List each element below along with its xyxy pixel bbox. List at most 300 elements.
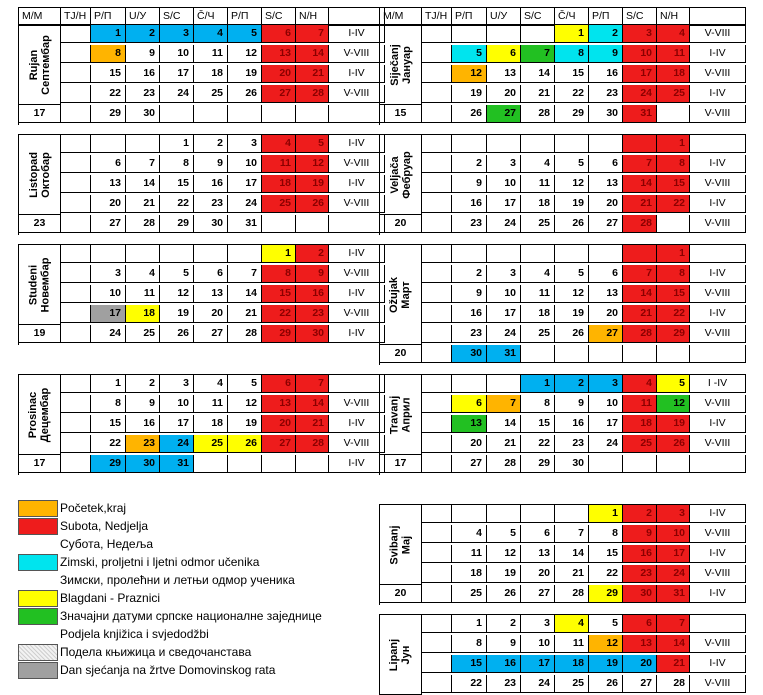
week-cell <box>61 85 91 103</box>
day-cell: 3 <box>487 265 521 283</box>
day-cell <box>589 345 623 363</box>
day-cell: 27 <box>589 215 623 233</box>
column-header: TJ/H <box>61 8 91 26</box>
day-cell: 20 <box>452 435 487 453</box>
day-cell: 17 <box>657 545 690 563</box>
day-cell: 9 <box>126 45 160 63</box>
month-name-latin: Travanj <box>388 395 401 434</box>
legend-swatch <box>18 500 58 517</box>
day-cell: 8 <box>521 395 555 413</box>
day-cell <box>194 105 228 123</box>
day-cell: 14 <box>555 545 589 563</box>
column-header: M/M <box>380 8 422 26</box>
day-cell: 13 <box>194 285 228 303</box>
column-header: P/П <box>91 8 126 26</box>
teaching-days-count: 17 <box>19 105 61 123</box>
day-cell <box>262 455 296 473</box>
legend-label: Зимски, пролећни и летњи одмор ученика <box>60 573 295 587</box>
day-cell <box>487 505 521 523</box>
week-cell <box>61 45 91 63</box>
grade-shift: I-IV <box>329 65 385 83</box>
day-cell <box>296 215 329 233</box>
day-cell: 30 <box>555 455 589 473</box>
month-name <box>380 135 422 215</box>
column-header: S/C <box>262 8 296 26</box>
month-prosinac <box>18 374 385 475</box>
month-name-cyrillic: Мај <box>400 535 413 554</box>
month-name-cyrillic: Новембар <box>39 257 52 312</box>
day-cell: 21 <box>623 195 657 213</box>
day-cell: 12 <box>296 155 329 173</box>
day-cell: 21 <box>228 305 262 323</box>
day-cell: 20 <box>589 305 623 323</box>
day-cell: 17 <box>589 415 623 433</box>
day-cell: 15 <box>262 285 296 303</box>
column-header: M/M <box>19 8 61 26</box>
day-cell: 23 <box>194 195 228 213</box>
day-cell: 3 <box>91 265 126 283</box>
day-cell: 21 <box>296 65 329 83</box>
day-cell: 19 <box>555 305 589 323</box>
week-cell <box>422 285 452 303</box>
day-cell: 30 <box>194 215 228 233</box>
day-cell: 31 <box>228 215 262 233</box>
day-cell: 19 <box>452 85 487 103</box>
day-cell: 8 <box>452 635 487 653</box>
day-cell: 4 <box>555 615 589 633</box>
day-cell: 20 <box>521 565 555 583</box>
day-cell: 24 <box>160 85 194 103</box>
day-cell: 26 <box>555 215 589 233</box>
week-cell <box>422 245 452 263</box>
grade-shift: V-VIII <box>690 175 746 193</box>
week-cell <box>61 395 91 413</box>
day-cell: 6 <box>487 45 521 63</box>
legend-label: Субота, Недеља <box>60 537 154 551</box>
day-cell: 14 <box>623 285 657 303</box>
day-cell: 7 <box>555 525 589 543</box>
week-cell <box>61 375 91 393</box>
month-name-cyrillic: Јун <box>400 645 413 664</box>
day-cell: 23 <box>589 85 623 103</box>
day-cell: 15 <box>452 655 487 673</box>
day-cell: 13 <box>452 415 487 433</box>
day-cell: 26 <box>452 105 487 123</box>
day-cell: 26 <box>296 195 329 213</box>
week-cell <box>422 195 452 213</box>
day-cell: 1 <box>521 375 555 393</box>
day-cell: 28 <box>487 455 521 473</box>
day-cell: 17 <box>228 175 262 193</box>
day-cell <box>126 135 160 153</box>
day-cell: 2 <box>589 25 623 43</box>
day-cell: 3 <box>657 505 690 523</box>
day-cell: 22 <box>657 195 690 213</box>
week-cell <box>422 345 452 363</box>
day-cell: 19 <box>657 415 690 433</box>
day-cell: 15 <box>521 415 555 433</box>
day-cell: 27 <box>623 675 657 693</box>
day-cell: 9 <box>126 395 160 413</box>
day-cell: 11 <box>194 45 228 63</box>
grade-shift: I-IV <box>690 415 746 433</box>
day-cell: 11 <box>126 285 160 303</box>
teaching-days-count: 17 <box>380 455 422 473</box>
grade-shift: V-VIII <box>329 305 385 323</box>
day-cell: 8 <box>589 525 623 543</box>
week-cell <box>61 215 91 233</box>
day-cell: 12 <box>589 635 623 653</box>
month-name-cyrillic: Септембар <box>39 34 52 95</box>
day-cell: 7 <box>296 375 329 393</box>
day-cell: 11 <box>194 395 228 413</box>
legend-item <box>18 626 368 644</box>
day-cell: 1 <box>91 375 126 393</box>
day-cell: 13 <box>589 285 623 303</box>
grade-shift: I-IV <box>690 155 746 173</box>
legend-label: Blagdani - Praznici <box>60 591 161 605</box>
day-cell: 28 <box>296 85 329 103</box>
month-lipanj <box>379 614 746 695</box>
day-cell: 8 <box>160 155 194 173</box>
day-cell <box>521 245 555 263</box>
day-cell <box>194 455 228 473</box>
day-cell: 11 <box>262 155 296 173</box>
day-cell <box>521 345 555 363</box>
day-cell: 16 <box>487 655 521 673</box>
legend-item <box>18 554 368 572</box>
day-cell <box>262 215 296 233</box>
day-cell: 12 <box>452 65 487 83</box>
day-cell: 16 <box>126 415 160 433</box>
day-cell: 12 <box>555 175 589 193</box>
column-header: N/H <box>657 8 690 26</box>
day-cell: 5 <box>228 375 262 393</box>
week-cell <box>422 65 452 83</box>
day-cell: 10 <box>91 285 126 303</box>
month-name-latin: Siječanj <box>388 43 401 86</box>
day-cell: 15 <box>91 415 126 433</box>
day-cell: 4 <box>521 265 555 283</box>
teaching-days-count: 15 <box>380 105 422 123</box>
day-cell: 27 <box>521 585 555 603</box>
week-cell <box>61 415 91 433</box>
day-cell: 2 <box>126 375 160 393</box>
week-cell <box>422 635 452 653</box>
day-cell <box>452 25 487 43</box>
day-cell: 29 <box>160 215 194 233</box>
column-header: S/C <box>160 8 194 26</box>
day-cell: 14 <box>126 175 160 193</box>
day-cell: 26 <box>228 85 262 103</box>
grade-shift: I-IV <box>329 455 385 473</box>
teaching-days-count: 20 <box>380 345 422 363</box>
column-header: Č/Ч <box>194 8 228 26</box>
grade-shift: V-VIII <box>690 675 746 693</box>
day-cell <box>452 505 487 523</box>
week-cell <box>422 565 452 583</box>
grade-shift: V-VIII <box>329 155 385 173</box>
grade-shift: V-VIII <box>690 25 746 43</box>
day-cell: 23 <box>452 215 487 233</box>
legend-item <box>18 608 368 626</box>
teaching-days-count: 17 <box>19 455 61 473</box>
grade-shift: V-VIII <box>690 65 746 83</box>
week-cell <box>422 215 452 233</box>
month-name-latin: Svibanj <box>388 524 401 565</box>
day-cell: 1 <box>160 135 194 153</box>
grade-shift: V-VIII <box>690 395 746 413</box>
day-cell: 10 <box>521 635 555 653</box>
day-cell: 28 <box>521 105 555 123</box>
day-cell: 28 <box>228 325 262 343</box>
day-cell: 23 <box>126 85 160 103</box>
day-cell: 12 <box>228 45 262 63</box>
day-cell: 7 <box>228 265 262 283</box>
month-name-cyrillic: Април <box>400 396 413 433</box>
grade-shift: V-VIII <box>329 395 385 413</box>
grade-shift: I-IV <box>329 415 385 433</box>
day-cell: 6 <box>262 375 296 393</box>
day-cell: 17 <box>521 655 555 673</box>
day-cell: 8 <box>91 45 126 63</box>
day-cell: 23 <box>555 435 589 453</box>
grade-shift: I-IV <box>690 305 746 323</box>
month-name <box>380 375 422 455</box>
month-ozujak <box>379 244 746 365</box>
month-name <box>380 615 422 695</box>
week-cell <box>61 435 91 453</box>
legend-swatch <box>18 608 58 625</box>
day-cell: 7 <box>623 155 657 173</box>
day-cell: 25 <box>657 85 690 103</box>
day-cell: 21 <box>487 435 521 453</box>
day-cell: 5 <box>487 525 521 543</box>
legend-item <box>18 500 368 518</box>
day-cell: 29 <box>555 105 589 123</box>
day-cell: 18 <box>521 195 555 213</box>
day-cell: 25 <box>623 435 657 453</box>
week-cell <box>422 545 452 563</box>
day-cell: 1 <box>91 25 126 43</box>
month-rujan <box>18 24 385 125</box>
day-cell: 19 <box>487 565 521 583</box>
day-cell: 9 <box>296 265 329 283</box>
legend <box>18 500 368 680</box>
day-cell: 6 <box>194 265 228 283</box>
month-name <box>380 25 422 105</box>
day-cell: 8 <box>91 395 126 413</box>
teaching-days-count: 23 <box>19 215 61 233</box>
week-cell <box>422 505 452 523</box>
day-cell <box>657 105 690 123</box>
day-cell: 18 <box>194 65 228 83</box>
day-cell: 21 <box>623 305 657 323</box>
day-cell: 21 <box>555 565 589 583</box>
day-cell: 29 <box>657 325 690 343</box>
day-cell: 8 <box>657 265 690 283</box>
legend-swatch <box>18 554 58 571</box>
day-cell <box>521 505 555 523</box>
day-cell: 23 <box>126 435 160 453</box>
week-cell <box>422 525 452 543</box>
day-cell: 25 <box>262 195 296 213</box>
month-name <box>19 245 61 325</box>
column-header: U/У <box>126 8 160 26</box>
day-cell <box>657 215 690 233</box>
day-cell <box>487 135 521 153</box>
day-cell: 9 <box>555 395 589 413</box>
day-cell: 2 <box>126 25 160 43</box>
day-cell: 7 <box>623 265 657 283</box>
day-cell <box>521 25 555 43</box>
day-cell: 26 <box>555 325 589 343</box>
day-cell: 4 <box>657 25 690 43</box>
month-name-cyrillic: Јануар <box>400 45 413 84</box>
day-cell <box>555 245 589 263</box>
day-cell: 2 <box>296 245 329 263</box>
day-cell: 5 <box>657 375 690 393</box>
day-cell: 1 <box>262 245 296 263</box>
grade-shift: I-IV <box>329 175 385 193</box>
grade-shift: I-IV <box>690 585 746 603</box>
day-cell: 26 <box>657 435 690 453</box>
day-cell: 30 <box>589 105 623 123</box>
day-cell: 20 <box>262 415 296 433</box>
day-cell: 20 <box>91 195 126 213</box>
week-cell <box>61 285 91 303</box>
day-cell: 16 <box>126 65 160 83</box>
day-cell: 14 <box>521 65 555 83</box>
grade-shift: V-VIII <box>329 265 385 283</box>
day-cell: 31 <box>657 585 690 603</box>
day-cell: 26 <box>160 325 194 343</box>
day-cell: 15 <box>589 545 623 563</box>
week-cell <box>422 105 452 123</box>
day-cell <box>657 345 690 363</box>
week-cell <box>61 135 91 153</box>
day-cell: 22 <box>91 85 126 103</box>
day-cell <box>194 245 228 263</box>
day-cell: 28 <box>555 585 589 603</box>
day-cell <box>91 245 126 263</box>
week-cell <box>422 615 452 633</box>
day-cell: 29 <box>521 455 555 473</box>
day-cell: 29 <box>262 325 296 343</box>
day-cell: 15 <box>91 65 126 83</box>
day-cell: 24 <box>657 565 690 583</box>
month-travanj <box>379 374 746 475</box>
week-cell <box>422 455 452 473</box>
grade-shift: V-VIII <box>329 45 385 63</box>
day-cell: 26 <box>487 585 521 603</box>
day-cell: 16 <box>452 195 487 213</box>
month-name <box>380 245 422 345</box>
legend-label: Dan sjećanja na žrtve Domovinskog rata <box>60 663 276 677</box>
day-cell: 24 <box>521 675 555 693</box>
day-cell: 7 <box>296 25 329 43</box>
day-cell: 22 <box>555 85 589 103</box>
day-cell: 24 <box>589 435 623 453</box>
day-cell: 2 <box>623 505 657 523</box>
week-cell <box>61 175 91 193</box>
day-cell: 27 <box>262 435 296 453</box>
day-cell: 14 <box>487 415 521 433</box>
day-cell: 28 <box>126 215 160 233</box>
column-header: U/У <box>487 8 521 26</box>
month-name <box>19 135 61 215</box>
day-cell: 19 <box>555 195 589 213</box>
day-cell: 16 <box>452 305 487 323</box>
day-cell: 12 <box>487 545 521 563</box>
week-cell <box>61 325 91 343</box>
week-cell <box>422 435 452 453</box>
day-cell <box>623 135 657 153</box>
day-cell: 28 <box>623 215 657 233</box>
day-cell: 13 <box>521 545 555 563</box>
legend-label: Zimski, proljetni i ljetni odmor učenika <box>60 555 260 569</box>
day-cell: 20 <box>589 195 623 213</box>
day-cell: 3 <box>228 135 262 153</box>
day-cell: 18 <box>623 415 657 433</box>
grade-shift: V-VIII <box>690 325 746 343</box>
day-cell: 17 <box>487 195 521 213</box>
day-cell <box>452 135 487 153</box>
week-cell <box>422 415 452 433</box>
column-header: S/C <box>521 8 555 26</box>
month-name-latin: Lipanj <box>388 638 401 671</box>
grade-shift: I-IV <box>690 655 746 673</box>
day-cell: 18 <box>555 655 589 673</box>
day-cell <box>296 455 329 473</box>
month-name-latin: Rujan <box>27 49 40 80</box>
day-cell: 9 <box>452 175 487 193</box>
day-cell: 27 <box>452 455 487 473</box>
day-cell: 5 <box>228 25 262 43</box>
grade-shift: I-IV <box>329 285 385 303</box>
legend-swatch <box>18 644 58 661</box>
week-cell <box>422 25 452 43</box>
day-cell: 24 <box>160 435 194 453</box>
grade-shift: V-VIII <box>329 435 385 453</box>
legend-swatch <box>18 662 58 679</box>
grade-shift <box>690 345 746 363</box>
teaching-days-count: 20 <box>380 585 422 603</box>
day-cell: 24 <box>91 325 126 343</box>
day-cell: 12 <box>657 395 690 413</box>
day-cell: 1 <box>657 245 690 263</box>
grade-shift <box>690 615 746 633</box>
day-cell: 22 <box>160 195 194 213</box>
day-cell: 13 <box>262 45 296 63</box>
day-cell: 22 <box>521 435 555 453</box>
month-listopad <box>18 134 385 235</box>
day-cell: 30 <box>126 105 160 123</box>
week-cell <box>422 395 452 413</box>
grade-shift: V-VIII <box>690 635 746 653</box>
week-cell <box>61 195 91 213</box>
day-cell: 19 <box>589 655 623 673</box>
day-cell <box>160 245 194 263</box>
day-cell: 14 <box>657 635 690 653</box>
column-header: Č/Ч <box>555 8 589 26</box>
day-cell: 10 <box>487 175 521 193</box>
grade-shift: V-VIII <box>690 435 746 453</box>
day-cell: 6 <box>521 525 555 543</box>
teaching-days-count: 20 <box>380 215 422 233</box>
legend-label: Подела књижица и сведочанстава <box>60 645 252 659</box>
day-cell <box>555 505 589 523</box>
